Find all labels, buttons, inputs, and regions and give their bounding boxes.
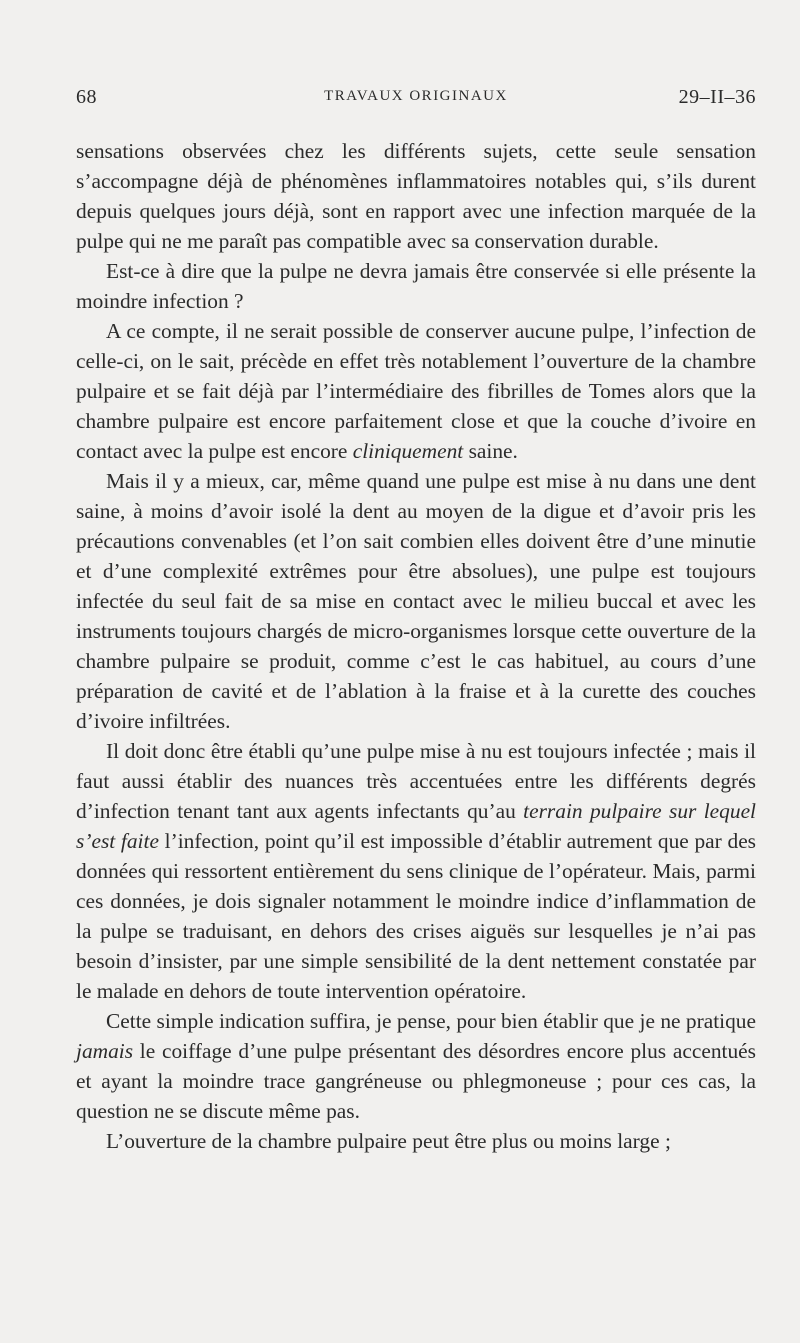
page-number: 68 bbox=[76, 86, 97, 108]
paragraph-6-text: Cette simple indication suffira, je pense, pour bien établir que je ne pratique bbox=[106, 1009, 756, 1033]
paragraph-6 bbox=[76, 1006, 756, 1126]
running-head bbox=[76, 86, 756, 120]
paragraph-5-emphasis: terrain pulpaire sur lequel s’est faite bbox=[76, 799, 757, 853]
paragraph-7-text: L’ouverture de la chambre pulpaire peut être plus ou moins large ; bbox=[106, 1129, 671, 1153]
paragraph-6-emphasis: jamais bbox=[76, 1039, 134, 1063]
running-title: TRAVAUX ORIGINAUX bbox=[324, 88, 508, 104]
paragraph-5 bbox=[76, 736, 756, 1006]
paragraph-2 bbox=[76, 256, 756, 316]
paragraph-3-emphasis: cliniquement bbox=[352, 439, 464, 463]
paragraph-3-text-end: saine. bbox=[463, 439, 518, 463]
paragraph-1-text: sensations observées chez les différents sujets, cette seule sensation s’accompagne déjà de phénomènes inflammatoires notables qui, s’ils durent depuis quelques jours déjà, sont en rapport avec une infection marquée de la pulpe qui ne me paraît pas compatible avec sa conservation durable. bbox=[76, 139, 756, 253]
paragraph-5-text-end: l’infection, point qu’il est impossible d’établir autrement que par des données qui ressortent entièrement du sens clinique de l’opérateur. Mais, parmi ces données, je dois signaler notamment le moindre indice d’inflammation de la pulpe se traduisant, en dehors des crises aiguës sur lesquelles je n’ai pas besoin d’insister, par une simple sensibilité de la dent nettement constatée par le malade en dehors de toute intervention opératoire. bbox=[76, 829, 757, 1003]
paragraph-5-text: Il doit donc être établi qu’une pulpe mise à nu est toujours infectée ; mais il faut aussi établir des nuances très accentuées entre les différents degrés d’infection tenant tant aux agents infectants qu’au bbox=[76, 739, 756, 823]
issue-date: 29–II–36 bbox=[678, 86, 756, 108]
paragraph-6-text-end: le coiffage d’une pulpe présentant des désordres encore plus accentués et ayant la moindre trace gangréneuse ou phlegmoneuse ; pour ces cas, la question ne se discute même pas. bbox=[76, 1039, 756, 1123]
paragraph-4-text: Mais il y a mieux, car, même quand une pulpe est mise à nu dans une dent saine, à moins d’avoir isolé la dent au moyen de la digue et d’avoir pris les précautions convenables (et l’on sait combien elles doivent être d’une minutie et d’une complexité extrêmes pour être absolues), une pulpe est toujours infectée du seul fait de sa mise en contact avec le milieu buccal et avec les instruments toujours chargés de micro-organismes lorsque cette ouverture de la chambre pulpaire se produit, comme c’est le cas habituel, au cours d’une préparation de cavité et de l’ablation à la fraise et à la curette des couches d’ivoire infiltrées. bbox=[76, 469, 756, 733]
body-text bbox=[76, 136, 756, 1156]
book-page bbox=[76, 86, 756, 1156]
paragraph-1 bbox=[76, 136, 756, 256]
paragraph-2-text: Est-ce à dire que la pulpe ne devra jamais être conservée si elle présente la moindre infection ? bbox=[76, 259, 756, 313]
paragraph-3-text: A ce compte, il ne serait possible de conserver aucune pulpe, l’infection de celle-ci, on le sait, précède en effet très notablement l’ouverture de la chambre pulpaire et se fait déjà par l’intermédiaire des fibrilles de Tomes alors que la chambre pulpaire est encore parfaitement close et que la couche d’ivoire en contact avec la pulpe est encore bbox=[76, 319, 756, 463]
paragraph-7 bbox=[76, 1126, 756, 1156]
paragraph-3 bbox=[76, 316, 756, 466]
paragraph-4 bbox=[76, 466, 756, 736]
